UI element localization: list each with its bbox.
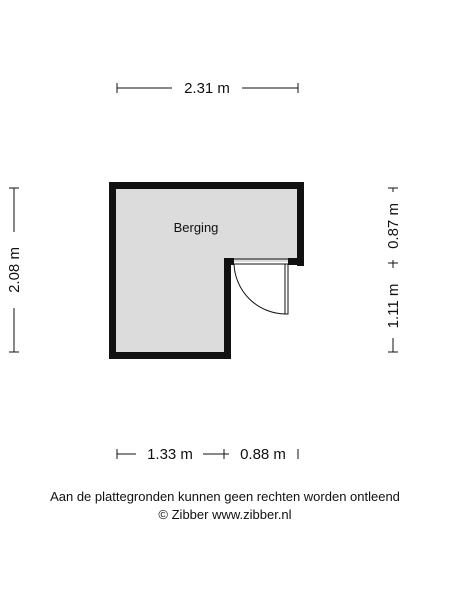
copyright-text: © Zibber www.zibber.nl	[158, 507, 292, 522]
door	[234, 259, 288, 314]
dimension-top-label: 2.31 m	[184, 80, 230, 97]
dimension-bottom-right-label: 0.88 m	[240, 446, 286, 463]
dimension-right-lower-label: 1.11 m	[385, 283, 402, 329]
room-label: Berging	[173, 220, 219, 235]
dimension-bottom-left-label: 1.33 m	[147, 446, 193, 463]
dimension-left-label: 2.08 m	[6, 247, 23, 293]
room-floor	[113, 186, 300, 354]
disclaimer-text: Aan de plattegronden kunnen geen rechten worden ontleend	[50, 489, 400, 504]
dimension-right-upper-label: 0.87 m	[385, 203, 402, 249]
